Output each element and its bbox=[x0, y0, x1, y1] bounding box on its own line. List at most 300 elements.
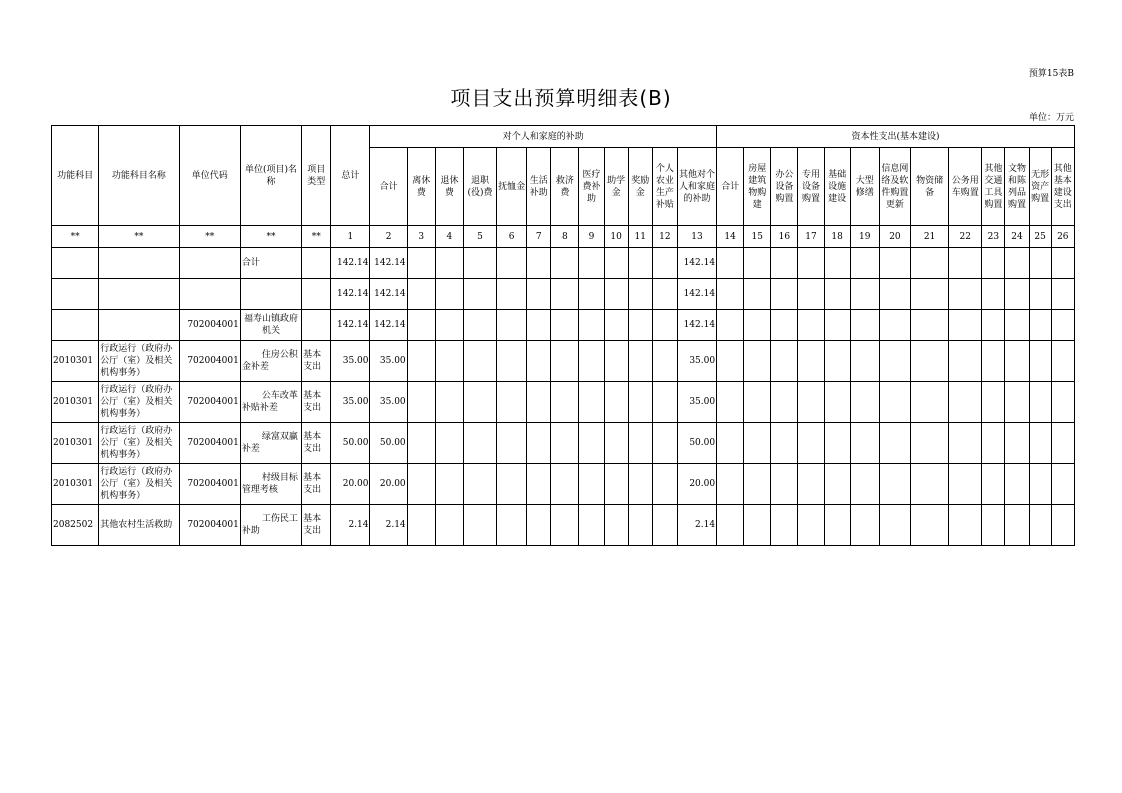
empty-cell bbox=[407, 382, 435, 423]
unit-code-cell: 702004001 bbox=[179, 382, 240, 423]
index-number-cell: 8 bbox=[551, 226, 579, 248]
unit-name-cell: 绿富双赢补差 bbox=[240, 423, 301, 464]
empty-cell bbox=[744, 423, 771, 464]
empty-cell bbox=[982, 505, 1005, 546]
subheader-cell: 退休费 bbox=[435, 148, 463, 226]
empty-cell bbox=[497, 464, 527, 505]
empty-cell bbox=[1051, 464, 1074, 505]
empty-cell bbox=[982, 382, 1005, 423]
empty-cell bbox=[604, 279, 628, 310]
index-number-cell: 23 bbox=[982, 226, 1005, 248]
empty-cell bbox=[744, 505, 771, 546]
project-type-cell bbox=[302, 279, 331, 310]
empty-cell bbox=[1005, 505, 1029, 546]
unit-name-cell: 住房公积金补差 bbox=[240, 341, 301, 382]
other-subsidy-cell: 20.00 bbox=[677, 464, 716, 505]
subtotal-cell: 50.00 bbox=[370, 423, 407, 464]
empty-cell bbox=[824, 248, 850, 279]
func-code-cell: 2082502 bbox=[52, 505, 99, 546]
empty-cell bbox=[850, 505, 879, 546]
subheader-cell: 救济费 bbox=[551, 148, 579, 226]
empty-cell bbox=[949, 310, 982, 341]
other-subsidy-cell: 142.14 bbox=[677, 310, 716, 341]
index-number-cell: 12 bbox=[652, 226, 677, 248]
subheader-cell: 无形资产购置 bbox=[1029, 148, 1051, 226]
empty-cell bbox=[463, 423, 496, 464]
index-number-cell: 13 bbox=[677, 226, 716, 248]
empty-cell bbox=[407, 341, 435, 382]
table-row bbox=[52, 279, 1075, 310]
subheader-cell: 合计 bbox=[370, 148, 407, 226]
subheader-cell: 文物和陈列品购置 bbox=[1005, 148, 1029, 226]
subheader-cell: 其他基本建设支出 bbox=[1051, 148, 1074, 226]
empty-cell bbox=[652, 382, 677, 423]
empty-cell bbox=[717, 310, 744, 341]
empty-cell bbox=[604, 464, 628, 505]
table-row bbox=[52, 310, 1075, 341]
subheader-cell: 医疗费补助 bbox=[579, 148, 604, 226]
empty-cell bbox=[1029, 279, 1051, 310]
empty-cell bbox=[949, 505, 982, 546]
empty-cell bbox=[463, 505, 496, 546]
empty-cell bbox=[850, 464, 879, 505]
empty-cell bbox=[949, 423, 982, 464]
empty-cell bbox=[744, 382, 771, 423]
index-number-cell: 1 bbox=[331, 226, 370, 248]
empty-cell bbox=[604, 310, 628, 341]
project-type-cell: 基本支出 bbox=[302, 464, 331, 505]
subheader-cell: 生活补助 bbox=[527, 148, 551, 226]
empty-cell bbox=[798, 464, 824, 505]
project-type-cell: 基本支出 bbox=[302, 382, 331, 423]
index-number-cell: 16 bbox=[771, 226, 798, 248]
empty-cell bbox=[850, 423, 879, 464]
empty-cell bbox=[628, 505, 652, 546]
total-cell: 142.14 bbox=[331, 248, 370, 279]
empty-cell bbox=[527, 423, 551, 464]
empty-cell bbox=[744, 279, 771, 310]
func-code-cell bbox=[52, 279, 99, 310]
func-code-cell bbox=[52, 310, 99, 341]
empty-cell bbox=[879, 310, 910, 341]
empty-cell bbox=[628, 382, 652, 423]
group-personal-subsidy: 对个人和家庭的补助 bbox=[370, 126, 717, 148]
unit-label: 单位：万元 bbox=[1028, 113, 1074, 123]
empty-cell bbox=[982, 248, 1005, 279]
empty-cell bbox=[824, 505, 850, 546]
empty-cell bbox=[463, 464, 496, 505]
index-number-cell: 22 bbox=[949, 226, 982, 248]
index-number-cell: 7 bbox=[527, 226, 551, 248]
empty-cell bbox=[879, 341, 910, 382]
empty-cell bbox=[551, 382, 579, 423]
subheader-cell: 抚恤金 bbox=[497, 148, 527, 226]
empty-cell bbox=[1051, 341, 1074, 382]
empty-cell bbox=[717, 464, 744, 505]
empty-cell bbox=[551, 248, 579, 279]
empty-cell bbox=[463, 382, 496, 423]
empty-cell bbox=[1051, 279, 1074, 310]
empty-cell bbox=[910, 248, 948, 279]
empty-cell bbox=[527, 341, 551, 382]
empty-cell bbox=[435, 310, 463, 341]
subheader-cell: 其他对个人和家庭的补助 bbox=[677, 148, 716, 226]
func-name-cell bbox=[99, 310, 179, 341]
func-name-cell bbox=[99, 279, 179, 310]
empty-cell bbox=[1051, 310, 1074, 341]
index-number-cell: 9 bbox=[579, 226, 604, 248]
project-type-cell: 基本支出 bbox=[302, 505, 331, 546]
empty-cell bbox=[652, 279, 677, 310]
other-subsidy-cell: 50.00 bbox=[677, 423, 716, 464]
unit-code-cell: 702004001 bbox=[179, 341, 240, 382]
table-row bbox=[52, 248, 1075, 279]
empty-cell bbox=[1029, 248, 1051, 279]
empty-cell bbox=[1051, 423, 1074, 464]
index-number-cell: 10 bbox=[604, 226, 628, 248]
index-number-cell: 17 bbox=[798, 226, 824, 248]
subheader-cell: 奖励金 bbox=[628, 148, 652, 226]
empty-cell bbox=[527, 279, 551, 310]
index-number-cell: 18 bbox=[824, 226, 850, 248]
index-star-cell: ** bbox=[302, 226, 331, 248]
empty-cell bbox=[771, 505, 798, 546]
empty-cell bbox=[744, 341, 771, 382]
empty-cell bbox=[744, 310, 771, 341]
empty-cell bbox=[628, 423, 652, 464]
func-name-cell: 行政运行（政府办公厅（室）及相关机构事务） bbox=[99, 382, 179, 423]
func-code-cell bbox=[52, 248, 99, 279]
empty-cell bbox=[1029, 382, 1051, 423]
form-number: 预算15表B bbox=[1028, 69, 1074, 79]
unit-name-cell: 公车改革补贴补差 bbox=[240, 382, 301, 423]
subheader-cell: 基础设施建设 bbox=[824, 148, 850, 226]
empty-cell bbox=[982, 341, 1005, 382]
col-func-name: 功能科目名称 bbox=[99, 126, 179, 226]
empty-cell bbox=[771, 279, 798, 310]
func-name-cell: 行政运行（政府办公厅（室）及相关机构事务） bbox=[99, 423, 179, 464]
empty-cell bbox=[1029, 505, 1051, 546]
project-type-cell bbox=[302, 248, 331, 279]
empty-cell bbox=[551, 464, 579, 505]
page-title: 项目支出预算明细表(B) bbox=[450, 86, 672, 110]
empty-cell bbox=[1005, 423, 1029, 464]
empty-cell bbox=[407, 423, 435, 464]
empty-cell bbox=[771, 248, 798, 279]
func-code-cell: 2010301 bbox=[52, 341, 99, 382]
col-total: 总计 bbox=[331, 126, 370, 226]
empty-cell bbox=[771, 423, 798, 464]
empty-cell bbox=[1005, 464, 1029, 505]
empty-cell bbox=[435, 248, 463, 279]
empty-cell bbox=[497, 279, 527, 310]
empty-cell bbox=[1029, 464, 1051, 505]
empty-cell bbox=[824, 341, 850, 382]
empty-cell bbox=[1051, 248, 1074, 279]
group-capital-expenditure: 资本性支出(基本建设) bbox=[717, 126, 1075, 148]
col-unit-name: 单位(项目)名称 bbox=[240, 126, 301, 226]
total-cell: 2.14 bbox=[331, 505, 370, 546]
empty-cell bbox=[497, 341, 527, 382]
total-cell: 20.00 bbox=[331, 464, 370, 505]
empty-cell bbox=[949, 248, 982, 279]
empty-cell bbox=[1005, 279, 1029, 310]
index-number-cell: 15 bbox=[744, 226, 771, 248]
func-code-cell: 2010301 bbox=[52, 423, 99, 464]
empty-cell bbox=[910, 423, 948, 464]
empty-cell bbox=[1005, 382, 1029, 423]
empty-cell bbox=[551, 279, 579, 310]
col-unit-code: 单位代码 bbox=[179, 126, 240, 226]
subheader-cell: 助学金 bbox=[604, 148, 628, 226]
index-number-cell: 26 bbox=[1051, 226, 1074, 248]
empty-cell bbox=[628, 279, 652, 310]
empty-cell bbox=[435, 464, 463, 505]
empty-cell bbox=[771, 310, 798, 341]
empty-cell bbox=[798, 341, 824, 382]
index-number-cell: 14 bbox=[717, 226, 744, 248]
empty-cell bbox=[949, 341, 982, 382]
empty-cell bbox=[579, 464, 604, 505]
index-number-cell: 20 bbox=[879, 226, 910, 248]
empty-cell bbox=[717, 382, 744, 423]
index-number-cell: 5 bbox=[463, 226, 496, 248]
index-star-cell: ** bbox=[179, 226, 240, 248]
empty-cell bbox=[551, 341, 579, 382]
other-subsidy-cell: 35.00 bbox=[677, 341, 716, 382]
empty-cell bbox=[717, 505, 744, 546]
index-number-cell: 3 bbox=[407, 226, 435, 248]
func-name-cell: 其他农村生活救助 bbox=[99, 505, 179, 546]
table-body bbox=[52, 226, 1075, 546]
subtotal-cell: 35.00 bbox=[370, 341, 407, 382]
subheader-cell: 信息网络及软件购置更新 bbox=[879, 148, 910, 226]
empty-cell bbox=[879, 464, 910, 505]
empty-cell bbox=[798, 310, 824, 341]
subheader-cell: 房屋建筑物购建 bbox=[744, 148, 771, 226]
table-row bbox=[52, 464, 1075, 505]
index-row bbox=[52, 226, 1075, 248]
subtotal-cell: 142.14 bbox=[370, 248, 407, 279]
subheader-cell: 个人农业生产补贴 bbox=[652, 148, 677, 226]
index-number-cell: 2 bbox=[370, 226, 407, 248]
unit-code-cell: 702004001 bbox=[179, 310, 240, 341]
empty-cell bbox=[879, 423, 910, 464]
empty-cell bbox=[910, 464, 948, 505]
project-type-cell bbox=[302, 310, 331, 341]
subheader-cell: 其他交通工具购置 bbox=[982, 148, 1005, 226]
empty-cell bbox=[910, 341, 948, 382]
empty-cell bbox=[744, 248, 771, 279]
subtotal-cell: 20.00 bbox=[370, 464, 407, 505]
empty-cell bbox=[1005, 310, 1029, 341]
empty-cell bbox=[604, 382, 628, 423]
empty-cell bbox=[407, 248, 435, 279]
func-code-cell: 2010301 bbox=[52, 382, 99, 423]
empty-cell bbox=[1029, 423, 1051, 464]
empty-cell bbox=[824, 310, 850, 341]
empty-cell bbox=[949, 464, 982, 505]
empty-cell bbox=[1005, 341, 1029, 382]
empty-cell bbox=[628, 464, 652, 505]
table-row bbox=[52, 341, 1075, 382]
empty-cell bbox=[824, 464, 850, 505]
index-number-cell: 6 bbox=[497, 226, 527, 248]
empty-cell bbox=[879, 382, 910, 423]
empty-cell bbox=[579, 341, 604, 382]
empty-cell bbox=[407, 505, 435, 546]
empty-cell bbox=[798, 505, 824, 546]
subtotal-cell: 2.14 bbox=[370, 505, 407, 546]
empty-cell bbox=[527, 382, 551, 423]
empty-cell bbox=[910, 505, 948, 546]
empty-cell bbox=[435, 382, 463, 423]
table-row bbox=[52, 382, 1075, 423]
index-number-cell: 25 bbox=[1029, 226, 1051, 248]
col-project-type: 项目类型 bbox=[302, 126, 331, 226]
empty-cell bbox=[850, 382, 879, 423]
empty-cell bbox=[771, 382, 798, 423]
other-subsidy-cell: 2.14 bbox=[677, 505, 716, 546]
project-type-cell: 基本支出 bbox=[302, 341, 331, 382]
subheader-cell: 合计 bbox=[717, 148, 744, 226]
empty-cell bbox=[824, 279, 850, 310]
empty-cell bbox=[628, 341, 652, 382]
empty-cell bbox=[652, 310, 677, 341]
func-name-cell bbox=[99, 248, 179, 279]
empty-cell bbox=[497, 423, 527, 464]
table-header bbox=[52, 126, 1075, 226]
subheader-cell: 办公设备购置 bbox=[771, 148, 798, 226]
empty-cell bbox=[850, 248, 879, 279]
subheader-cell: 公务用车购置 bbox=[949, 148, 982, 226]
empty-cell bbox=[435, 505, 463, 546]
empty-cell bbox=[717, 423, 744, 464]
func-code-cell: 2010301 bbox=[52, 464, 99, 505]
empty-cell bbox=[771, 464, 798, 505]
empty-cell bbox=[463, 341, 496, 382]
unit-name-cell: 村级目标管理考核 bbox=[240, 464, 301, 505]
empty-cell bbox=[982, 279, 1005, 310]
empty-cell bbox=[407, 310, 435, 341]
index-number-cell: 11 bbox=[628, 226, 652, 248]
empty-cell bbox=[717, 279, 744, 310]
index-number-cell: 19 bbox=[850, 226, 879, 248]
empty-cell bbox=[850, 310, 879, 341]
empty-cell bbox=[982, 464, 1005, 505]
empty-cell bbox=[1005, 248, 1029, 279]
empty-cell bbox=[579, 423, 604, 464]
empty-cell bbox=[435, 341, 463, 382]
empty-cell bbox=[628, 248, 652, 279]
empty-cell bbox=[798, 382, 824, 423]
subtotal-cell: 142.14 bbox=[370, 310, 407, 341]
empty-cell bbox=[850, 279, 879, 310]
empty-cell bbox=[463, 279, 496, 310]
empty-cell bbox=[824, 423, 850, 464]
empty-cell bbox=[604, 505, 628, 546]
empty-cell bbox=[717, 341, 744, 382]
empty-cell bbox=[551, 505, 579, 546]
empty-cell bbox=[717, 248, 744, 279]
empty-cell bbox=[744, 464, 771, 505]
table-row bbox=[52, 423, 1075, 464]
empty-cell bbox=[551, 423, 579, 464]
empty-cell bbox=[579, 279, 604, 310]
unit-code-cell: 702004001 bbox=[179, 423, 240, 464]
empty-cell bbox=[435, 279, 463, 310]
empty-cell bbox=[407, 464, 435, 505]
unit-code-cell: 702004001 bbox=[179, 505, 240, 546]
total-cell: 50.00 bbox=[331, 423, 370, 464]
empty-cell bbox=[1029, 310, 1051, 341]
empty-cell bbox=[463, 248, 496, 279]
empty-cell bbox=[527, 505, 551, 546]
unit-code-cell: 702004001 bbox=[179, 464, 240, 505]
empty-cell bbox=[551, 310, 579, 341]
empty-cell bbox=[910, 279, 948, 310]
empty-cell bbox=[879, 505, 910, 546]
unit-name-cell: 福寿山镇政府机关 bbox=[240, 310, 301, 341]
empty-cell bbox=[579, 505, 604, 546]
empty-cell bbox=[527, 464, 551, 505]
unit-code-cell bbox=[179, 248, 240, 279]
budget-table bbox=[51, 125, 1075, 546]
empty-cell bbox=[982, 423, 1005, 464]
empty-cell bbox=[579, 248, 604, 279]
index-star-cell: ** bbox=[240, 226, 301, 248]
empty-cell bbox=[579, 310, 604, 341]
empty-cell bbox=[527, 248, 551, 279]
index-number-cell: 21 bbox=[910, 226, 948, 248]
empty-cell bbox=[771, 341, 798, 382]
unit-name-cell bbox=[240, 279, 301, 310]
empty-cell bbox=[879, 279, 910, 310]
empty-cell bbox=[604, 341, 628, 382]
empty-cell bbox=[652, 248, 677, 279]
total-cell: 142.14 bbox=[331, 310, 370, 341]
empty-cell bbox=[1051, 382, 1074, 423]
empty-cell bbox=[435, 423, 463, 464]
subheader-cell: 大型修缮 bbox=[850, 148, 879, 226]
func-name-cell: 行政运行（政府办公厅（室）及相关机构事务） bbox=[99, 464, 179, 505]
empty-cell bbox=[497, 248, 527, 279]
index-number-cell: 24 bbox=[1005, 226, 1029, 248]
empty-cell bbox=[982, 310, 1005, 341]
empty-cell bbox=[949, 279, 982, 310]
empty-cell bbox=[604, 248, 628, 279]
index-star-cell: ** bbox=[99, 226, 179, 248]
subheader-cell: 物资储备 bbox=[910, 148, 948, 226]
other-subsidy-cell: 142.14 bbox=[677, 279, 716, 310]
empty-cell bbox=[652, 505, 677, 546]
subtotal-cell: 35.00 bbox=[370, 382, 407, 423]
subheader-cell: 退职(役)费 bbox=[463, 148, 496, 226]
total-cell: 35.00 bbox=[331, 382, 370, 423]
empty-cell bbox=[798, 423, 824, 464]
empty-cell bbox=[798, 248, 824, 279]
func-name-cell: 行政运行（政府办公厅（室）及相关机构事务） bbox=[99, 341, 179, 382]
empty-cell bbox=[579, 382, 604, 423]
empty-cell bbox=[497, 382, 527, 423]
col-func-code: 功能科目 bbox=[52, 126, 99, 226]
total-cell: 35.00 bbox=[331, 341, 370, 382]
subheader-cell: 离休费 bbox=[407, 148, 435, 226]
empty-cell bbox=[798, 279, 824, 310]
index-star-cell: ** bbox=[52, 226, 99, 248]
empty-cell bbox=[910, 310, 948, 341]
empty-cell bbox=[604, 423, 628, 464]
